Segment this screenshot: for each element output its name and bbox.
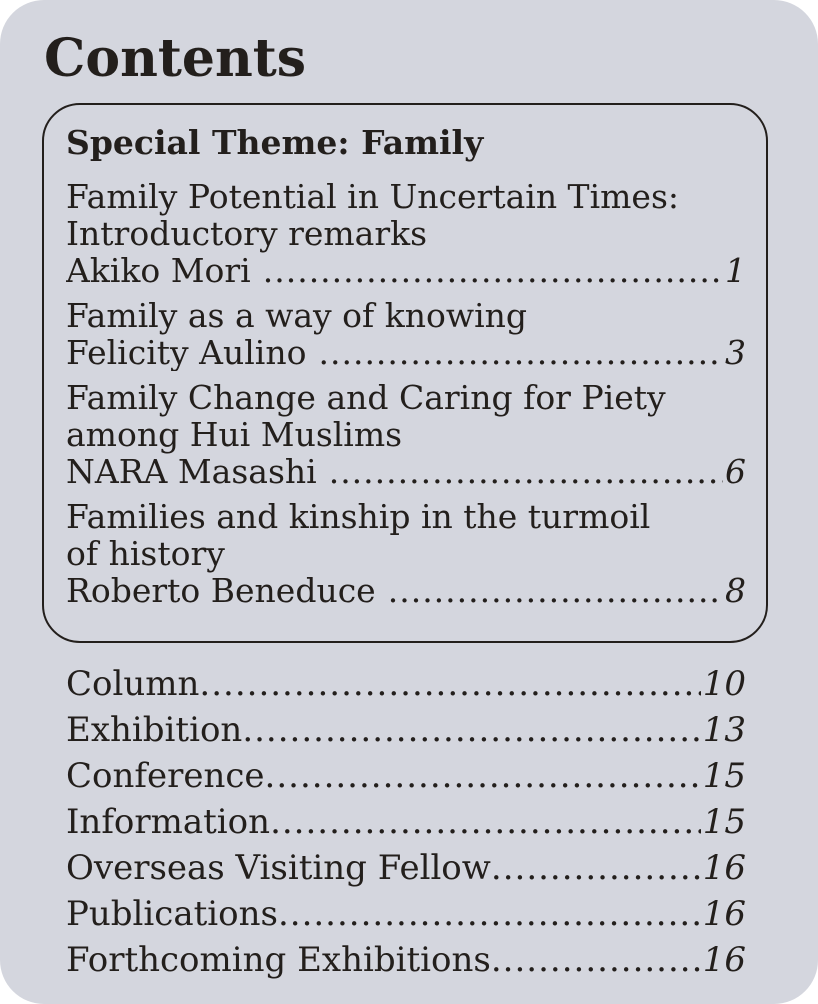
section-page-number: 13 (702, 710, 746, 750)
section-label: Exhibition (66, 710, 243, 750)
dot-leader (199, 661, 700, 707)
section-label: Conference (66, 756, 265, 796)
section-entry-exhibition[interactable] (66, 707, 746, 753)
article-item[interactable] (66, 297, 746, 371)
article-title-line: Family as a way of knowing (66, 296, 528, 335)
article-page-number: 6 (725, 453, 746, 490)
section-page-number: 15 (702, 802, 746, 842)
dot-leader (263, 252, 723, 289)
section-label: Publications (66, 894, 278, 934)
section-label: Forthcoming Exhibitions (66, 940, 491, 980)
section-entry-publications[interactable] (66, 891, 746, 937)
page-title: Contents (44, 28, 307, 89)
section-entry-conference[interactable] (66, 753, 746, 799)
section-list (66, 661, 746, 983)
article-title-line: Families and kinship in the turmoil (66, 497, 651, 536)
dot-leader (388, 572, 723, 609)
dot-leader (491, 845, 701, 891)
dot-leader (242, 707, 700, 753)
article-author: Roberto Beneduce (66, 572, 376, 609)
section-label: Column (66, 664, 200, 704)
article-author: Akiko Mori (66, 252, 251, 289)
dot-leader (270, 799, 701, 845)
section-entry-forthcoming-exhibitions[interactable] (66, 937, 746, 983)
section-page-number: 10 (702, 664, 746, 704)
article-item[interactable] (66, 498, 746, 609)
article-item[interactable] (66, 379, 746, 490)
article-author-entry (66, 453, 746, 490)
section-entry-overseas-visiting-fellow[interactable] (66, 845, 746, 891)
article-author-entry (66, 572, 746, 609)
special-theme-heading: Special Theme: Family (66, 123, 484, 162)
article-author-entry (66, 252, 746, 289)
article-title-line: among Hui Muslims (66, 415, 403, 454)
section-entry-information[interactable] (66, 799, 746, 845)
article-page-number: 3 (725, 334, 746, 371)
dot-leader (265, 753, 701, 799)
article-title-line: Family Potential in Uncertain Times: (66, 177, 679, 216)
special-theme-article-list (66, 178, 746, 617)
section-page-number: 15 (702, 756, 746, 796)
article-page-number: 1 (725, 252, 746, 289)
section-page-number: 16 (702, 940, 746, 980)
section-label: Overseas Visiting Fellow (66, 848, 491, 888)
section-page-number: 16 (702, 894, 746, 934)
article-page-number: 8 (725, 572, 746, 609)
article-item[interactable] (66, 178, 746, 289)
section-page-number: 16 (702, 848, 746, 888)
article-title-line: of history (66, 534, 225, 573)
dot-leader (329, 453, 723, 490)
dot-leader (491, 937, 701, 983)
dot-leader (278, 891, 701, 937)
dot-leader (318, 334, 723, 371)
article-title-line: Family Change and Caring for Piety (66, 378, 666, 417)
article-title-line: Introductory remarks (66, 214, 428, 253)
section-label: Information (66, 802, 271, 842)
article-author: Felicity Aulino (66, 334, 307, 371)
article-author-entry (66, 334, 746, 371)
article-author: NARA Masashi (66, 453, 317, 490)
section-entry-column[interactable] (66, 661, 746, 707)
